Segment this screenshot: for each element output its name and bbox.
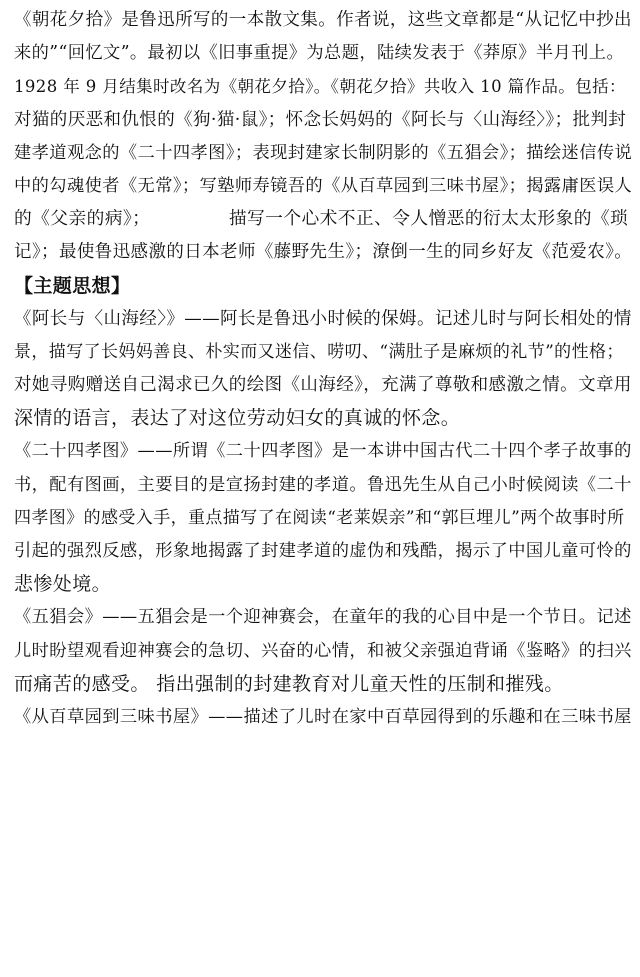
text-line: 建孝道观念的《二十四孝图》；表现封建家长制阴影的《五猖会》；描绘迷信传说 bbox=[14, 142, 632, 163]
paragraph-baicao-garden bbox=[14, 701, 632, 734]
paragraph-wuchang-fair bbox=[14, 601, 632, 701]
text-line: 中的勾魂使者《无常》；写塾师寿镜吾的《从百草园到三味书屋》；揭露庸医误人 bbox=[14, 175, 632, 196]
text-line: 儿时盼望观看迎神赛会的急切、兴奋的心情，和被父亲强迫背诵《鉴略》的扫兴 bbox=[14, 640, 632, 661]
text-line: 对猫的厌恶和仇恨的《狗·猫·鼠》；怀念长妈妈的《阿长与〈山海经〉》；批判封 bbox=[14, 109, 627, 130]
text-line: 《五猖会》——五猖会是一个迎神赛会，在童年的我的心目中是一个节日。记述 bbox=[14, 607, 632, 628]
text-line: 来的”“回忆文”。最初以《旧事重提》为总题，陆续发表于《莽原》半月刊上。 bbox=[14, 43, 625, 64]
text-line: 《阿长与〈山海经〉》——阿长是鲁迅小时候的保姆。记述儿时与阿长相处的情 bbox=[14, 308, 632, 329]
text-line: 书，配有图画，主要目的是宣扬封建的孝道。鲁迅先生从自己小时候阅读《二十 bbox=[14, 474, 632, 495]
paragraph-a-chang bbox=[14, 303, 632, 436]
paragraph-twenty-four-filial bbox=[14, 435, 632, 601]
text-line: 《二十四孝图》——所谓《二十四孝图》是一本讲中国古代二十四个孝子故事的 bbox=[14, 441, 632, 462]
text-line: 记》；最使鲁迅感激的日本老师《藤野先生》；潦倒一生的同乡好友《范爱农》。 bbox=[14, 242, 632, 263]
text-line: 引起的强烈反感，形象地揭露了封建孝道的虚伪和残酷，揭示了中国儿童可怜的 bbox=[14, 541, 632, 561]
text-line: 对她寻购赠送自己渴求已久的绘图《山海经》，充满了尊敬和感激之情。文章用 bbox=[14, 375, 632, 396]
text-line: 景，描写了长妈妈善良、朴实而又迷信、唠叨、“满肚子是麻烦的礼节”的性格； bbox=[14, 341, 624, 362]
text-line: 的《父亲的病》； 描写一个心术不正、令人憎恶的衍太太形象的《琐 bbox=[14, 209, 629, 230]
document-page bbox=[14, 4, 632, 734]
text-line: 深情的语言，表达了对这位劳动妇女的真诚的怀念。 bbox=[14, 407, 461, 430]
text-line: 《朝花夕拾》是鲁迅所写的一本散文集。作者说，这些文章都是“从记忆中抄出 bbox=[14, 10, 632, 30]
text-line: 悲惨处境。 bbox=[14, 573, 112, 596]
text-line: 而痛苦的感受。 指出强制的封建教育对儿童天性的压制和摧残。 bbox=[14, 672, 564, 695]
text-line: 《从百草园到三味书屋》——描述了儿时在家中百草园得到的乐趣和在三味书屋 bbox=[14, 706, 632, 727]
section-heading: 【主题思想】 bbox=[14, 274, 131, 297]
text-line: 四孝图》的感受入手，重点描写了在阅读“老莱娱亲”和“郭巨埋儿”两个故事时所 bbox=[14, 507, 625, 528]
text-line: 1928 年 9 月结集时改名为《朝花夕拾》。《朝花夕拾》共收入 10 篇作品。包括： bbox=[14, 77, 626, 97]
intro-paragraph bbox=[14, 4, 632, 270]
